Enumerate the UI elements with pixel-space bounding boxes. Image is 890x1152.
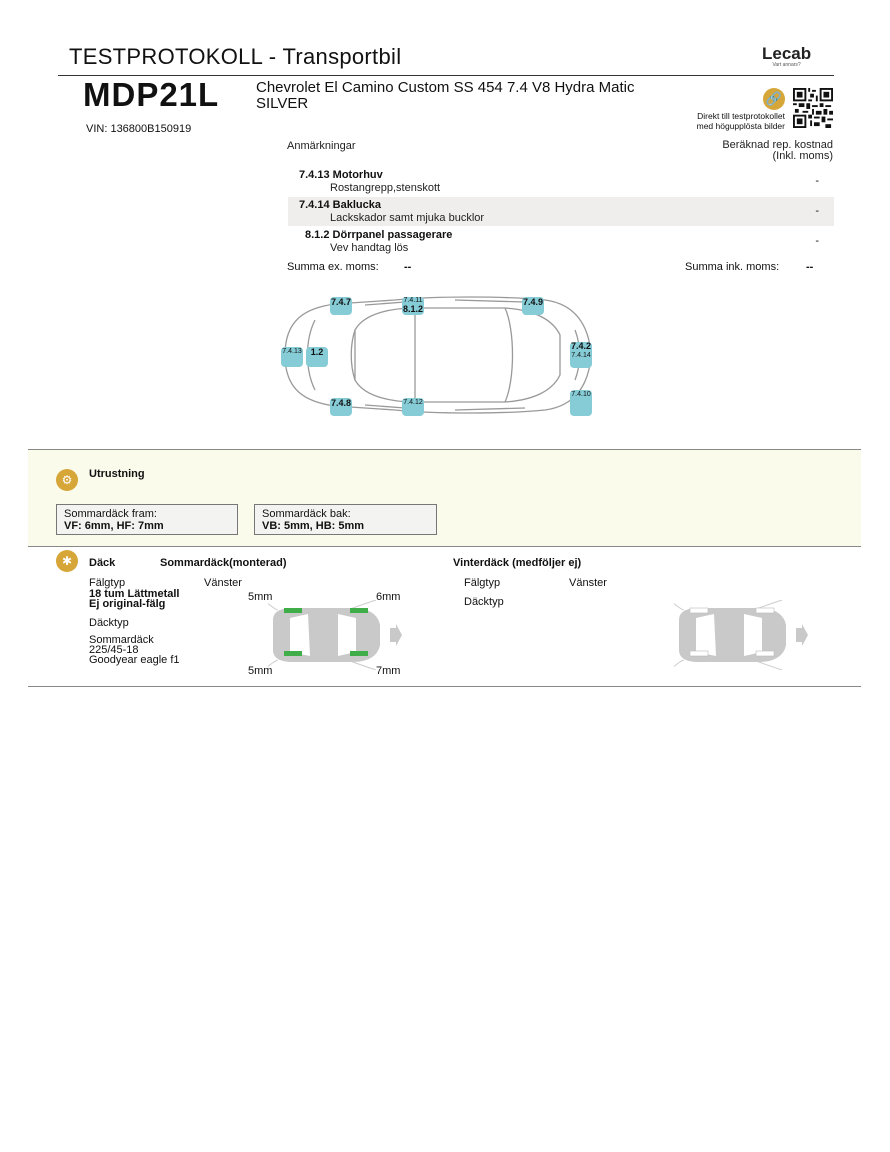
summer-tire-car-icon <box>268 600 408 670</box>
remark-code: 7.4.14 <box>299 199 330 211</box>
qr-caption-line1: Direkt till testprotokollet <box>697 111 785 121</box>
winter-tire-car-icon <box>674 600 814 670</box>
tires-label: Däck <box>89 557 116 569</box>
remark-code: 8.1.2 <box>305 229 330 241</box>
remark-cost: - <box>815 235 819 247</box>
winter-left-label: Vänster <box>569 577 607 589</box>
remarks-column-header: Anmärkningar <box>287 140 356 152</box>
sum-ex-value: -- <box>404 261 412 273</box>
sum-inc-value: -- <box>806 261 814 273</box>
tire-line3: Goodyear eagle f1 <box>89 654 180 666</box>
summer-tires-title: Sommardäck(monterad) <box>160 557 287 569</box>
rear-tires-box <box>254 504 437 535</box>
link-icon[interactable]: 🔗 <box>763 88 785 110</box>
qr-caption-line2: med högupplösta bilder <box>696 121 785 131</box>
tread-depth-rear-right: 5mm <box>248 665 273 677</box>
winter-tire-type-label: Däcktyp <box>464 596 504 608</box>
winter-tires-title: Vinterdäck (medföljer ej) <box>453 557 582 569</box>
damage-marker[interactable]: 7.4.12 <box>402 398 424 416</box>
front-tires-label: Sommardäck fram: <box>64 508 157 520</box>
equipment-label: Utrustning <box>89 468 145 480</box>
marker-label: 8.1.2 <box>402 304 424 314</box>
remark-heading: Motorhuv <box>332 169 383 181</box>
tire-line2: 225/45-18 <box>89 644 139 656</box>
front-tires-value: VF: 6mm, HF: 7mm <box>64 520 164 532</box>
damage-marker[interactable]: 7.4.13 <box>281 347 303 367</box>
tire-type-label: Däcktyp <box>89 617 129 629</box>
vin-number: VIN: 136800B150919 <box>86 123 192 135</box>
marker-label: 7.4.14 <box>571 352 591 359</box>
remark-title <box>305 229 452 241</box>
tires-divider <box>28 686 861 687</box>
marker-label: 7.4.11 <box>403 297 423 304</box>
remark-description: Vev handtag lös <box>330 242 409 254</box>
sum-inc-label: Summa ink. moms: <box>685 261 780 273</box>
remark-title <box>299 169 383 181</box>
remark-code: 7.4.13 <box>299 169 330 181</box>
qr-caption <box>660 111 785 131</box>
remark-cost: - <box>815 205 819 217</box>
qr-code-icon[interactable] <box>792 88 834 128</box>
damage-car-diagram <box>275 290 595 420</box>
tread-depth-front-left: 6mm <box>376 591 401 603</box>
remark-description: Lackskador samt mjuka bucklor <box>330 212 485 224</box>
remark-row <box>288 167 834 196</box>
damage-marker[interactable] <box>570 342 592 368</box>
damage-marker[interactable] <box>402 297 424 315</box>
cost-header-line1: Beräknad rep. kostnad <box>722 139 833 151</box>
remark-title <box>299 199 381 211</box>
rear-tires-label: Sommardäck bak: <box>262 508 351 520</box>
cost-header-line2: (Inkl. moms) <box>772 150 833 162</box>
rim-type-value <box>89 589 179 609</box>
damage-marker[interactable]: 7.4.7 <box>330 297 352 315</box>
equipment-icon: ⚙ <box>56 469 78 491</box>
tire-type-value <box>89 635 180 665</box>
logo-text: Lecab <box>762 44 812 63</box>
rear-tires-value: VB: 5mm, HB: 5mm <box>262 520 365 532</box>
remark-cost: - <box>815 175 819 187</box>
damage-marker[interactable]: 7.4.9 <box>522 297 544 315</box>
remark-row <box>288 197 834 226</box>
cost-column-header <box>660 140 833 162</box>
front-tires-box <box>56 504 238 535</box>
left-label: Vänster <box>204 577 242 589</box>
registration-number: MDP21L <box>83 76 220 113</box>
marker-label: 7.4.2 <box>570 341 592 351</box>
rim-line1: 18 tum Lättmetall <box>89 588 180 600</box>
remark-row <box>288 227 834 256</box>
page-title: TESTPROTOKOLL - Transportbil <box>69 44 402 69</box>
rim-line2: Ej original-fälg <box>89 598 166 610</box>
tread-depth-rear-left: 5mm <box>248 591 273 603</box>
lecab-logo <box>762 44 811 68</box>
tread-depth-front-right: 7mm <box>376 665 401 677</box>
tire-line1: Sommardäck <box>89 634 154 646</box>
damage-marker[interactable]: 7.4.8 <box>330 398 352 416</box>
rim-type-label: Fälgtyp <box>89 577 126 589</box>
damage-marker[interactable]: 1.2 <box>306 347 328 367</box>
vehicle-model: Chevrolet El Camino Custom SS 454 7.4 V8 Hydra Matic SILVER <box>256 79 635 112</box>
remark-heading: Baklucka <box>332 199 381 211</box>
winter-rim-type-label: Fälgtyp <box>464 577 501 589</box>
remark-heading: Dörrpanel passagerare <box>332 229 453 241</box>
tire-icon: ✱ <box>56 550 78 572</box>
remark-description: Rostangrepp,stenskott <box>330 182 441 194</box>
sum-ex-label: Summa ex. moms: <box>287 261 379 273</box>
damage-marker[interactable]: 7.4.10 <box>570 390 592 416</box>
logo-tagline: Vart annars? <box>772 62 801 68</box>
